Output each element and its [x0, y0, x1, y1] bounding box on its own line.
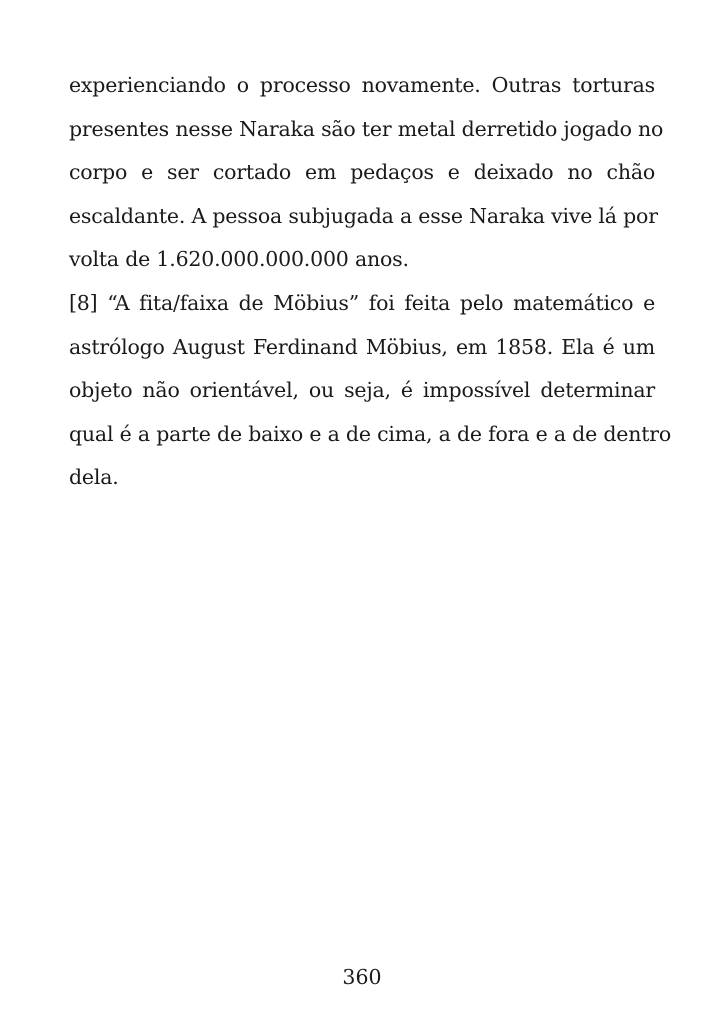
- footnote-line: objeto não orientável, ou seja, é impossível determinar: [69, 378, 655, 403]
- text-line: escaldante. A pessoa subjugada a esse Naraka vive lá por: [69, 203, 658, 228]
- page-number: 360: [342, 965, 382, 989]
- footnote-line: [8] “A fita/faixa de Möbius” foi feita pelo matemático e: [69, 290, 655, 315]
- footnote-line: qual é a parte de baixo e a de cima, a de fora e a de dentro: [69, 421, 671, 446]
- text-line: volta de 1.620.000.000.000 anos.: [69, 247, 409, 272]
- body-text: [69, 64, 671, 500]
- text-line: presentes nesse Naraka são ter metal derretido jogado no: [69, 116, 664, 141]
- footnote-line: dela.: [69, 465, 119, 490]
- text-line: experienciando o processo novamente. Outras torturas: [69, 73, 655, 97]
- text-line: corpo e ser cortado em pedaços e deixado no chão: [69, 160, 655, 185]
- footnote-line: astrólogo August Ferdinand Möbius, em 1858. Ela é um: [69, 334, 655, 359]
